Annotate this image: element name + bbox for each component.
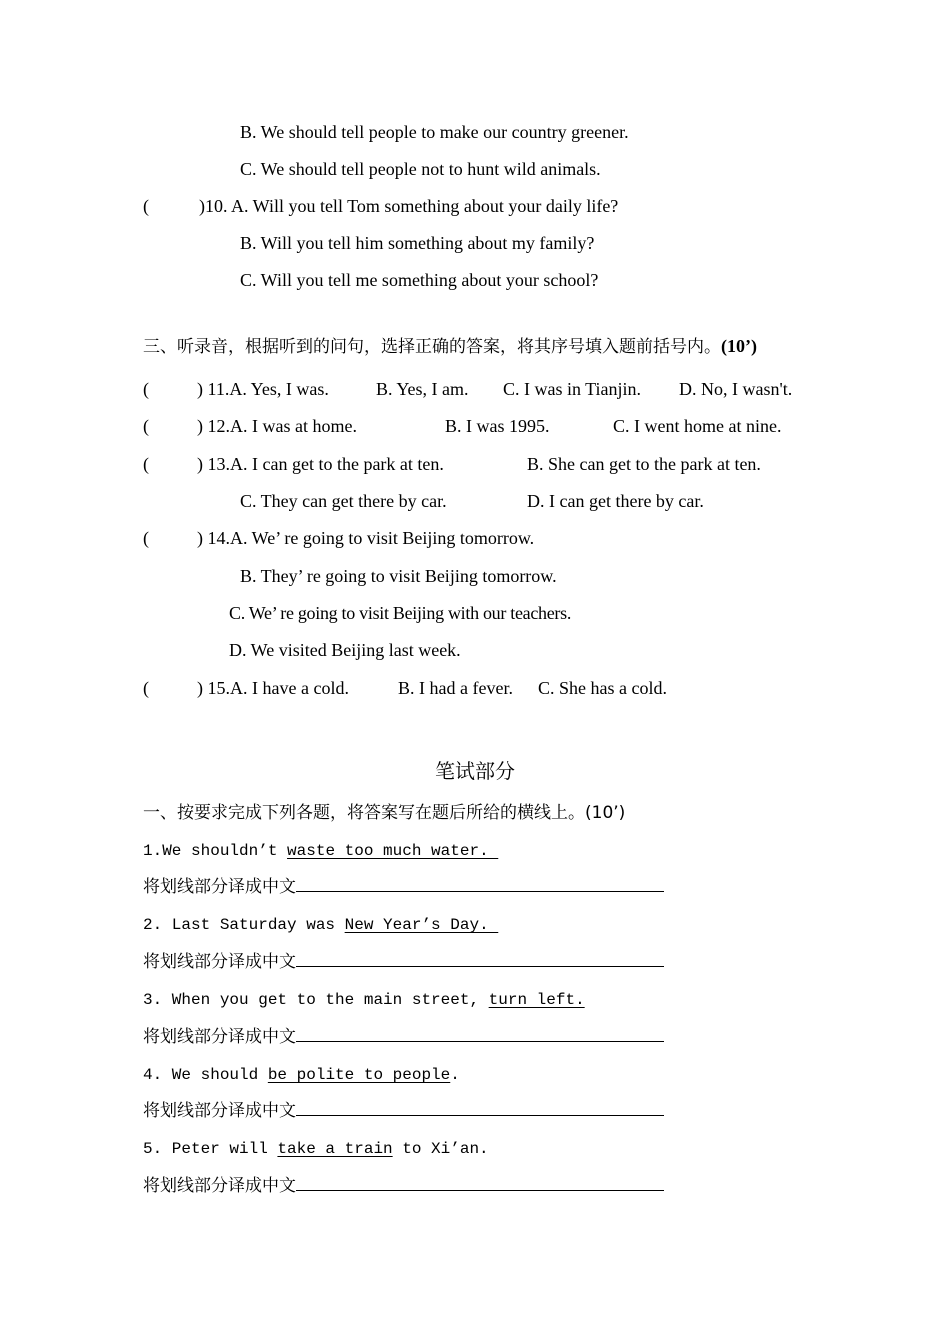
item-5-translate-prompt: 将划线部分译成中文 xyxy=(143,1176,296,1196)
q13-option-d: D. I can get there by car. xyxy=(527,491,704,511)
q14-option-c: C. We’ re going to visit Beijing with our teachers. xyxy=(229,603,572,623)
written-item-5 xyxy=(143,1138,489,1160)
q14-answer-paren: ( xyxy=(143,528,149,548)
section3-heading-text: 三、听录音，根据听到的问句，选择正确的答案，将其序号填入题前括号内。 xyxy=(143,337,721,357)
q12-option-b: B. I was 1995. xyxy=(445,416,550,436)
q11-option-d: D. No, I wasn't. xyxy=(679,379,793,399)
written-item-2 xyxy=(143,914,498,936)
q15-option-a: ) 15.A. I have a cold. xyxy=(197,678,349,698)
item-5-tail: to Xi’an. xyxy=(392,1140,489,1158)
q10-answer-paren: ( xyxy=(143,196,149,216)
q13-option-a: ) 13.A. I can get to the park at ten. xyxy=(197,454,444,474)
item-1-underlined: waste too much water. xyxy=(287,842,499,860)
q13-option-c: C. They can get there by car. xyxy=(240,491,447,511)
q10-option-b: B. Will you tell him something about my family? xyxy=(240,233,595,253)
section3-points: (10’) xyxy=(721,336,757,356)
item-1-translate-row xyxy=(143,876,664,898)
q15-answer-paren: ( xyxy=(143,678,149,698)
item-4-tail: . xyxy=(450,1066,460,1084)
q11-answer-paren: ( xyxy=(143,379,149,399)
q13-option-b: B. She can get to the park at ten. xyxy=(527,454,761,474)
section3-heading xyxy=(143,335,757,358)
item-1-translate-prompt: 将划线部分译成中文 xyxy=(143,877,296,897)
item-4-translate-row xyxy=(143,1100,664,1122)
item-5-translate-row xyxy=(143,1175,664,1197)
q11-option-a: ) 11.A. Yes, I was. xyxy=(197,379,329,399)
written-heading: 一、按要求完成下列各题，将答案写在题后所给的横线上。(10’) xyxy=(143,803,626,823)
q11-option-b: B. Yes, I am. xyxy=(376,379,469,399)
q10-option-c: C. Will you tell me something about your school? xyxy=(240,270,599,290)
item-3-text: 3. When you get to the main street, xyxy=(143,991,489,1009)
item-3-underlined: turn left. xyxy=(488,991,585,1009)
item-3-translate-row xyxy=(143,1026,664,1048)
item-5-underlined: take a train xyxy=(277,1140,393,1158)
item-2-underlined: New Year’s Day. xyxy=(344,916,499,934)
item-3-answer-line[interactable] xyxy=(296,1027,664,1042)
item-1-text: 1.We shouldn’t xyxy=(143,842,288,860)
item-4-text: 4. We should xyxy=(143,1066,268,1084)
item-4-underlined: be polite to people xyxy=(267,1066,451,1084)
item-2-translate-prompt: 将划线部分译成中文 xyxy=(143,952,296,972)
item-2-translate-row xyxy=(143,951,664,973)
q13-answer-paren: ( xyxy=(143,454,149,474)
item-2-text: 2. Last Saturday was xyxy=(143,916,345,934)
item-4-translate-prompt: 将划线部分译成中文 xyxy=(143,1101,296,1121)
item-2-answer-line[interactable] xyxy=(296,952,664,967)
written-item-3 xyxy=(143,989,585,1011)
item-5-text: 5. Peter will xyxy=(143,1140,278,1158)
q12-answer-paren: ( xyxy=(143,416,149,436)
q14-option-d: D. We visited Beijing last week. xyxy=(229,640,461,660)
item-5-answer-line[interactable] xyxy=(296,1176,664,1191)
q15-option-b: B. I had a fever. xyxy=(398,678,513,698)
q12-option-c: C. I went home at nine. xyxy=(613,416,782,436)
written-item-4 xyxy=(143,1064,460,1086)
q11-option-c: C. I was in Tianjin. xyxy=(503,379,642,399)
q10-option-a: )10. A. Will you tell Tom something about your daily life? xyxy=(199,196,619,216)
q14-option-a: ) 14.A. We’ re going to visit Beijing tomorrow. xyxy=(197,528,535,548)
q14-option-b: B. They’ re going to visit Beijing tomorrow. xyxy=(240,566,557,586)
written-item-1 xyxy=(143,840,498,862)
item-3-translate-prompt: 将划线部分译成中文 xyxy=(143,1027,296,1047)
q9-option-c: C. We should tell people not to hunt wild animals. xyxy=(240,159,601,179)
q15-option-c: C. She has a cold. xyxy=(538,678,667,698)
item-4-answer-line[interactable] xyxy=(296,1101,664,1116)
q12-option-a: ) 12.A. I was at home. xyxy=(197,416,357,436)
written-section-title: 笔试部分 xyxy=(435,759,515,783)
item-1-answer-line[interactable] xyxy=(296,877,664,892)
q9-option-b: B. We should tell people to make our country greener. xyxy=(240,122,629,142)
